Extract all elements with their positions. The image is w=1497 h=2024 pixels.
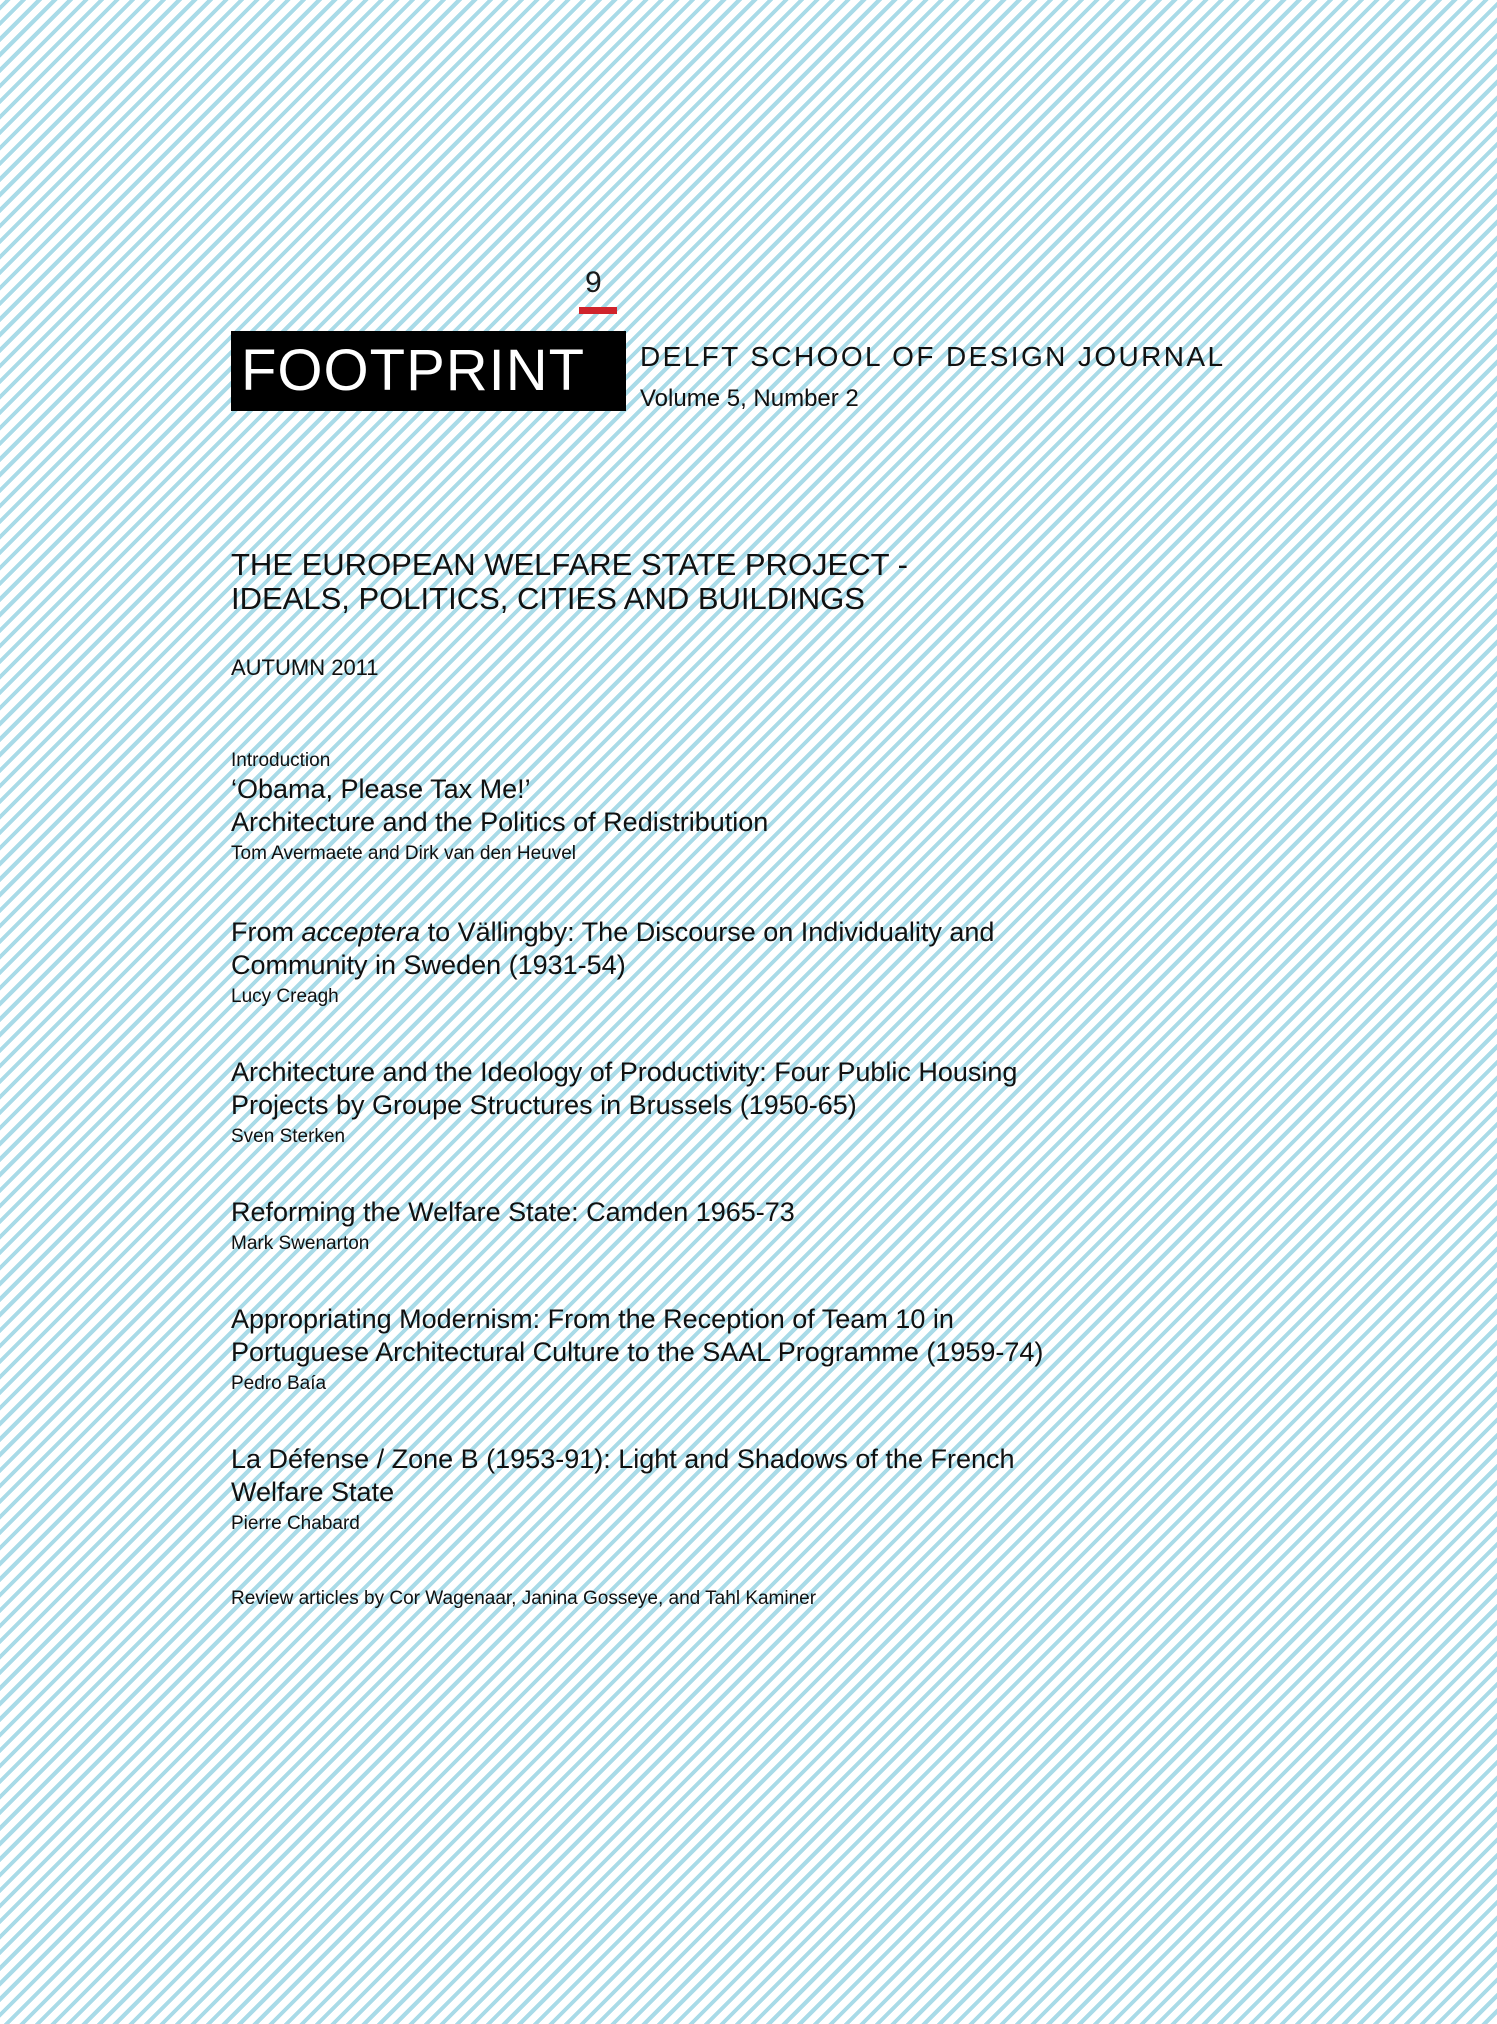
article-title-line-1: Reforming the Welfare State: Camden 1965-73 (231, 1197, 795, 1227)
article-title-italic: acceptera (301, 917, 421, 947)
volume-number: Volume 5, Number 2 (640, 385, 859, 412)
article-title-line-1: Appropriating Modernism: From the Reception of Team 10 in (231, 1304, 954, 1334)
article-title-rest: to Vällingby: The Discourse on Individuality and (420, 917, 995, 947)
article-author: Pedro Baía (231, 1373, 327, 1394)
article-productivity (231, 1056, 1017, 1150)
cover-title-line-1: THE EUROPEAN WELFARE STATE PROJECT - (231, 547, 908, 582)
footprint-logo: FOOTPRINT (231, 331, 626, 411)
article-title-line-2: Portuguese Architectural Culture to the SAAL Programme (1959-74) (231, 1337, 1044, 1367)
article-title-line-1: ‘Obama, Please Tax Me!’ (231, 774, 531, 804)
issue-number: 9 (585, 266, 602, 299)
article-title-line-1: Architecture and the Ideology of Productivity: Four Public Housing (231, 1057, 1018, 1087)
article-title-line-1: La Défense / Zone B (1953-91): Light and Shadows of the French (231, 1444, 1015, 1474)
article-acceptera (231, 916, 994, 1010)
article-author: Lucy Creagh (231, 986, 339, 1007)
journal-name: DELFT SCHOOL OF DESIGN JOURNAL (640, 341, 1226, 372)
article-introduction (231, 749, 768, 867)
article-author: Sven Sterken (231, 1126, 346, 1147)
article-kicker: Introduction (231, 750, 331, 771)
article-title-line-2: Projects by Groupe Structures in Brussels (1950-65) (231, 1090, 857, 1120)
article-title-line-2: Community in Sweden (1931-54) (231, 950, 626, 980)
article-author: Pierre Chabard (231, 1513, 360, 1534)
article-appropriating-modernism (231, 1303, 1043, 1397)
article-title-line-2: Architecture and the Politics of Redistribution (231, 807, 769, 837)
article-title-line-1 (231, 916, 994, 949)
article-title-line-2: Welfare State (231, 1477, 395, 1507)
issue-season: AUTUMN 2011 (231, 655, 379, 680)
article-title-prefix: From (231, 917, 302, 947)
issue-number-underline (579, 307, 617, 314)
review-articles-line: Review articles by Cor Wagenaar, Janina Gosseye, and Tahl Kaminer (231, 1588, 817, 1609)
article-la-defense (231, 1443, 1015, 1537)
cover-title (231, 548, 908, 616)
cover-title-line-2: IDEALS, POLITICS, CITIES AND BUILDINGS (231, 581, 865, 616)
article-camden (231, 1196, 795, 1257)
article-author: Tom Avermaete and Dirk van den Heuvel (231, 843, 576, 864)
article-author: Mark Swenarton (231, 1233, 370, 1254)
